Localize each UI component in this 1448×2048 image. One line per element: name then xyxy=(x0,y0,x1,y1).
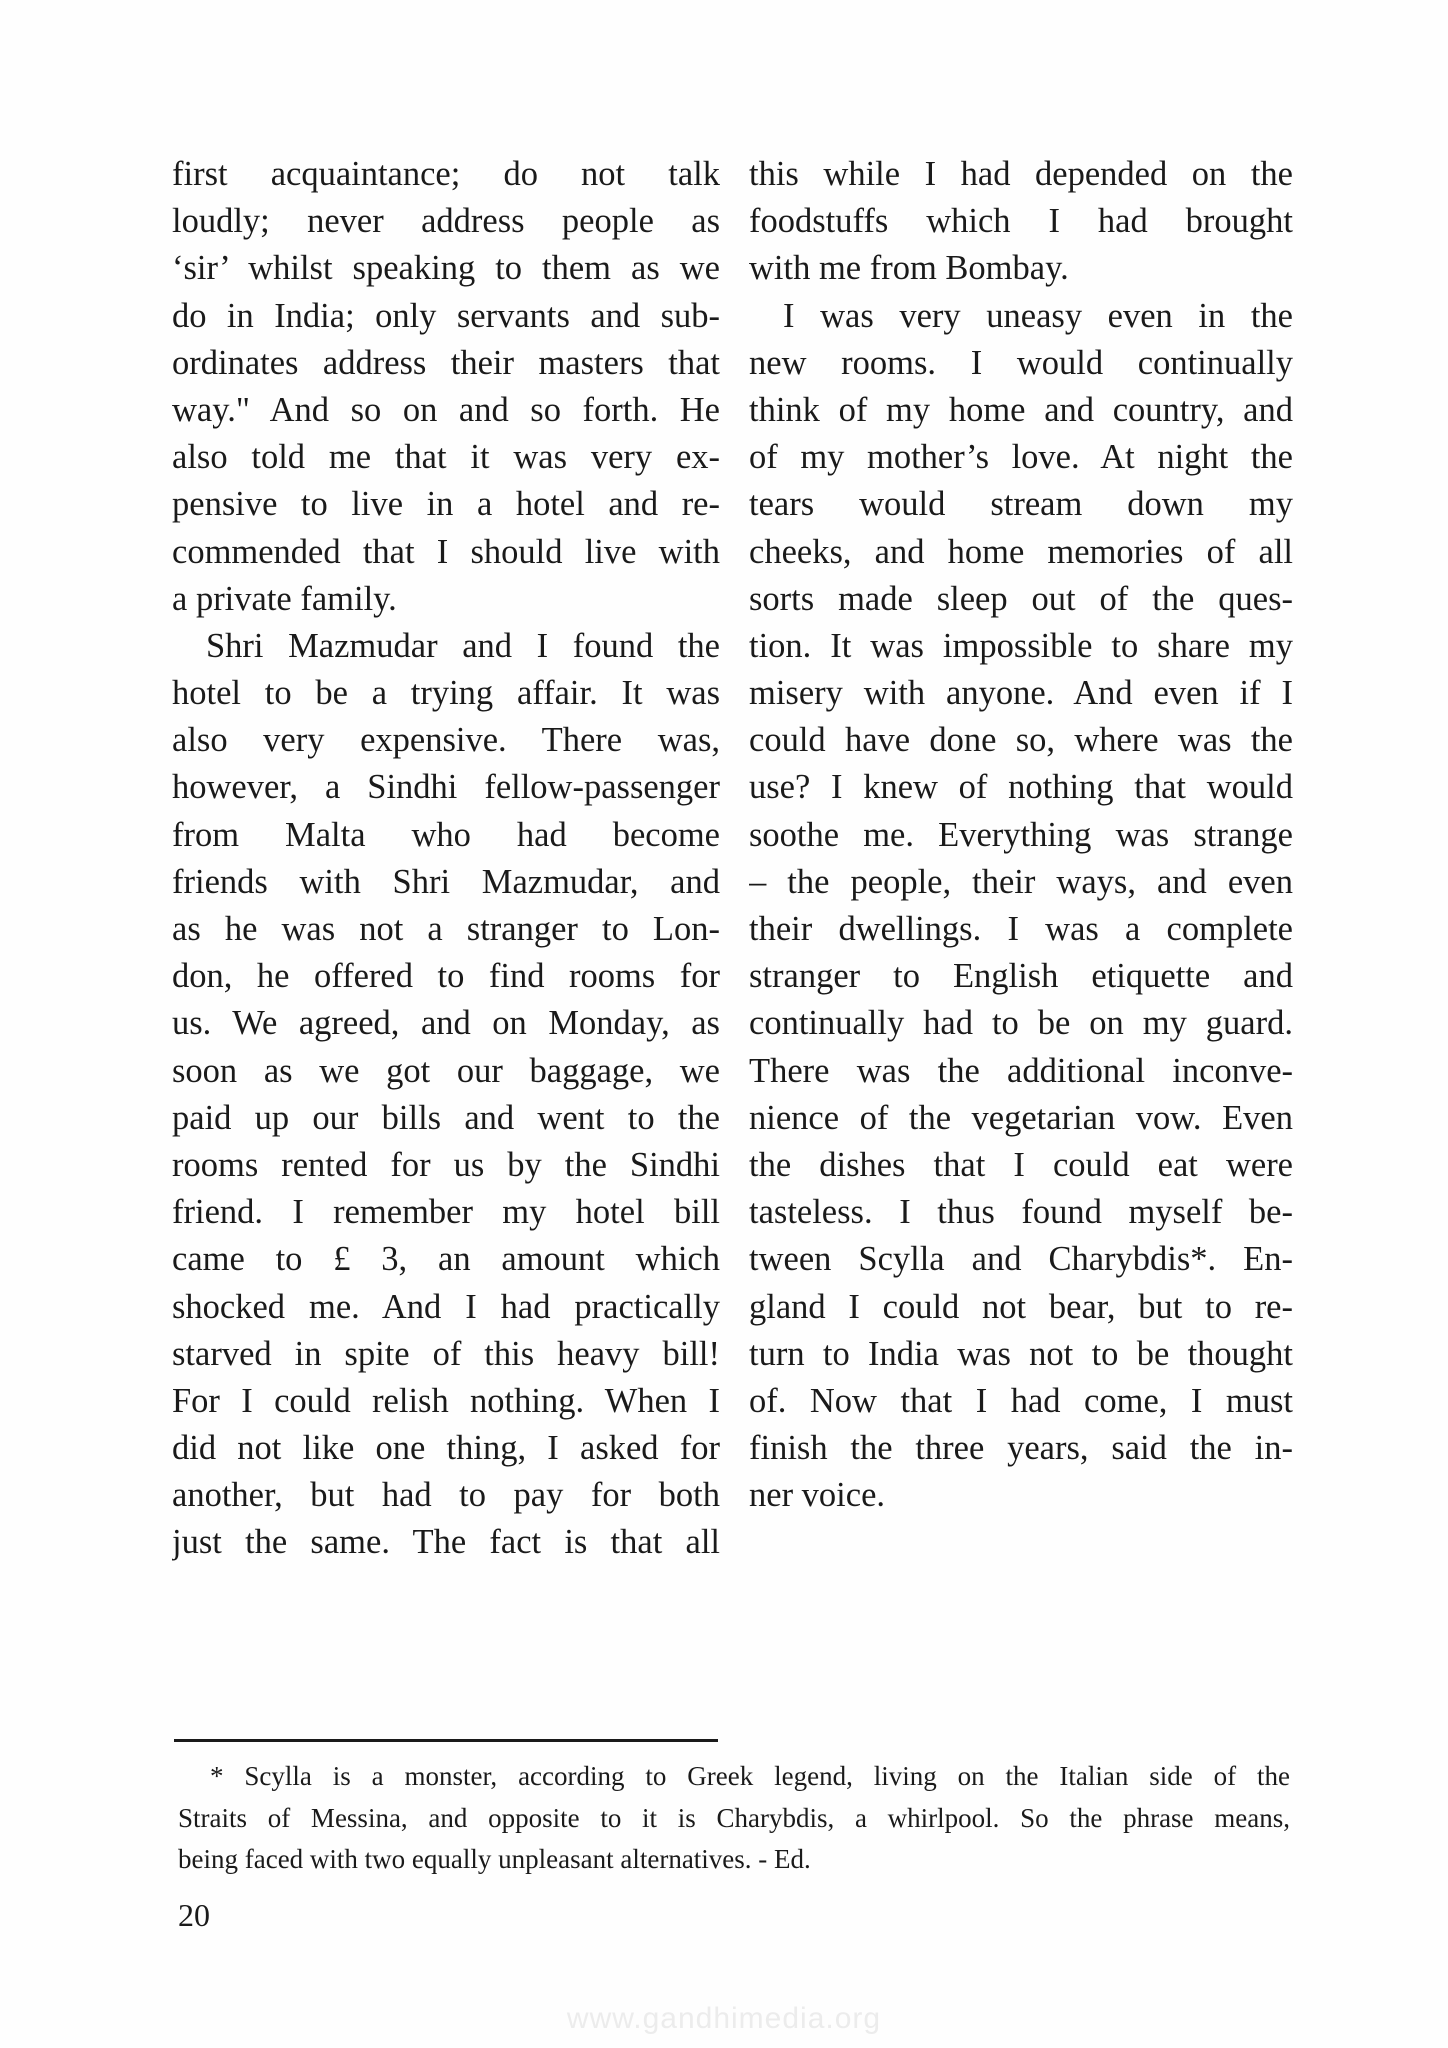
text-line: continually had to be on my guard. xyxy=(749,1004,1293,1043)
footnote-line: being faced with two equally unpleasant alternatives. - Ed. xyxy=(178,1844,811,1874)
text-line: rooms rented for us by the Sindhi xyxy=(172,1145,720,1184)
text-line: also very expensive. There was, xyxy=(172,721,720,760)
text-line: stranger to English etiquette and xyxy=(749,957,1293,996)
text-line: did not like one thing, I asked for xyxy=(172,1429,720,1468)
text-line: as he was not a stranger to Lon- xyxy=(172,910,720,948)
text-line: foodstuffs which I had brought xyxy=(749,202,1293,241)
text-line: came to £ 3, an amount which xyxy=(172,1240,720,1279)
paragraph-first-line: Shri Mazmudar and I found the xyxy=(206,626,720,665)
text-line: just the same. The fact is that all xyxy=(172,1523,720,1562)
text-line: of. Now that I had come, I must xyxy=(749,1381,1293,1420)
text-line: another, but had to pay for both xyxy=(172,1476,720,1515)
text-line: however, a Sindhi fellow-passenger xyxy=(172,768,720,807)
text-line: tween Scylla and Charybdis*. En- xyxy=(749,1240,1293,1279)
text-line: sorts made sleep out of the ques- xyxy=(749,579,1293,618)
text-line: misery with anyone. And even if I xyxy=(749,674,1293,713)
text-line: way." And so on and so forth. He xyxy=(172,390,720,429)
watermark: www.gandhimedia.org xyxy=(566,2002,882,2035)
text-line: There was the additional inconve- xyxy=(749,1051,1293,1090)
text-line: ordinates address their masters that xyxy=(172,343,720,382)
text-line: friends with Shri Mazmudar, and xyxy=(172,862,720,901)
text-line: tion. It was impossible to share my xyxy=(749,626,1293,665)
text-line: ner voice. xyxy=(749,1476,886,1515)
text-line: think of my home and country, and xyxy=(749,390,1293,429)
text-line: hotel to be a trying affair. It was xyxy=(172,674,720,713)
text-line: soothe me. Everything was strange xyxy=(749,815,1293,854)
text-line: ‘sir’ whilst speaking to them as we xyxy=(172,249,720,288)
footnote xyxy=(178,1756,1290,1881)
text-line: tasteless. I thus found myself be- xyxy=(749,1193,1293,1232)
page-number: 20 xyxy=(178,1897,210,1933)
text-line: with me from Bombay. xyxy=(749,249,1069,288)
text-line: gland I could not bear, but to re- xyxy=(749,1287,1293,1326)
text-line: this while I had depended on the xyxy=(749,155,1293,193)
text-line: For I could relish nothing. When I xyxy=(172,1381,720,1420)
text-line: loudly; never address people as xyxy=(172,202,720,241)
text-line: a private family. xyxy=(172,579,397,618)
footnote-line: Straits of Messina, and opposite to it is Charybdis, a whirlpool. So the phrase means, xyxy=(178,1802,1290,1833)
left-text-column xyxy=(172,151,720,1567)
text-line: starved in spite of this heavy bill! xyxy=(172,1334,720,1373)
text-line: their dwellings. I was a complete xyxy=(749,910,1293,948)
text-line: commended that I should live with xyxy=(172,532,720,571)
text-line: shocked me. And I had practically xyxy=(172,1287,720,1326)
text-line: of my mother’s love. At night the xyxy=(749,438,1293,477)
text-line: use? I knew of nothing that would xyxy=(749,768,1293,807)
text-line: from Malta who had become xyxy=(172,815,720,854)
footnote-line: * Scylla is a monster, according to Greek legend, living on the Italian side of the xyxy=(210,1761,1290,1791)
text-line: – the people, their ways, and even xyxy=(749,862,1293,901)
text-line: do in India; only servants and sub- xyxy=(172,296,720,335)
text-line: also told me that it was very ex- xyxy=(172,438,720,477)
text-line: don, he offered to find rooms for xyxy=(172,957,720,996)
text-line: new rooms. I would continually xyxy=(749,343,1293,382)
text-line: nience of the vegetarian vow. Even xyxy=(749,1098,1293,1137)
text-line: cheeks, and home memories of all xyxy=(749,532,1293,571)
text-line: pensive to live in a hotel and re- xyxy=(172,485,720,524)
text-line: first acquaintance; do not talk xyxy=(172,155,720,193)
text-line: the dishes that I could eat were xyxy=(749,1145,1293,1184)
text-line: paid up our bills and went to the xyxy=(172,1098,720,1137)
text-line: finish the three years, said the in- xyxy=(749,1429,1293,1468)
right-text-column xyxy=(749,151,1293,1519)
paragraph-first-line: I was very uneasy even in the xyxy=(783,296,1293,335)
footnote-divider xyxy=(174,1739,718,1742)
text-line: could have done so, where was the xyxy=(749,721,1293,760)
text-line: friend. I remember my hotel bill xyxy=(172,1193,720,1232)
text-line: tears would stream down my xyxy=(749,485,1293,524)
text-line: us. We agreed, and on Monday, as xyxy=(172,1004,720,1043)
text-line: turn to India was not to be thought xyxy=(749,1334,1293,1373)
text-line: soon as we got our baggage, we xyxy=(172,1051,720,1090)
